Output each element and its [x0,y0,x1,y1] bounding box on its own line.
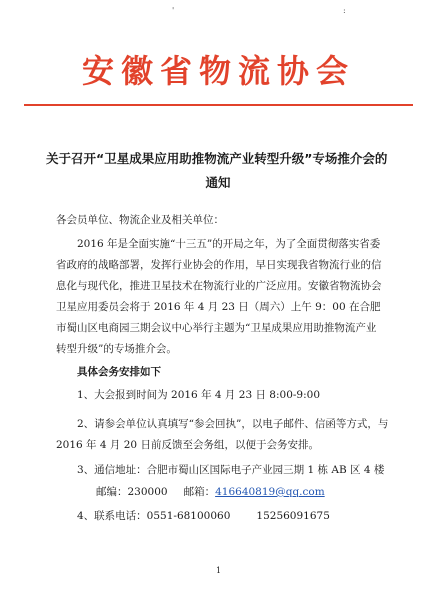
list-item-3-contact [96,482,325,503]
postcode: 邮编：230000 [96,486,168,498]
notice-title-line2: 通知 [205,175,231,190]
letterhead-rule [24,104,413,106]
page-number: 1 [215,566,222,575]
notice-title-line1: 关于召开“卫星成果应用助推物流产业转型升级”专场推介会的 [46,151,388,166]
notice-title [46,147,396,195]
contact-phone-2: 15256091675 [256,510,330,522]
contact-phone-1: 4、联系电话：0551-68100060 [77,510,231,522]
paragraph-1: 2016 年是全面实施“十三五”的开局之年，为了全面贯彻落实省委省政府的战略部署，发挥行业协会的作用，早日实现我省物流行业的信息化与现代化，推进卫星技术在物流行业的广泛应用。安徽省物流协会 [56,238,382,292]
letterhead-title: 安徽省物流协会 [81,52,355,90]
email-link[interactable]: 416640819@qq.com [215,486,325,498]
list-item-2: 2、请参会单位认真填写“参会回执”，以电子邮件、信函等方式，与 2016 年 4 月 20 日前反馈至会务组，以便于会务安排。 [56,418,389,451]
paragraph-2: 卫星应用委员会将于 2016 年 4 月 23 日（周六）上午 9：00 在合肥市蜀山区电商园三期会议中心举行主题为“卫星成果应用助推物流产业转型升级”的专场推介会。 [56,301,381,355]
email-label: 邮箱： [183,486,216,498]
scan-mark: : [343,6,346,15]
list-item-1: 1、大会报到时间为 2016 年 4 月 23 日 8:00-9:00 [77,389,321,401]
scan-mark: ' [172,6,175,15]
list-item-4 [77,506,330,527]
section-heading: 具体会务安排如下 [77,366,161,378]
salutation: 各会员单位、物流企业及相关单位： [56,214,224,226]
list-item-3: 3、通信地址：合肥市蜀山区国际电子产业园三期 1 栋 AB 区 4 楼 [77,464,385,476]
